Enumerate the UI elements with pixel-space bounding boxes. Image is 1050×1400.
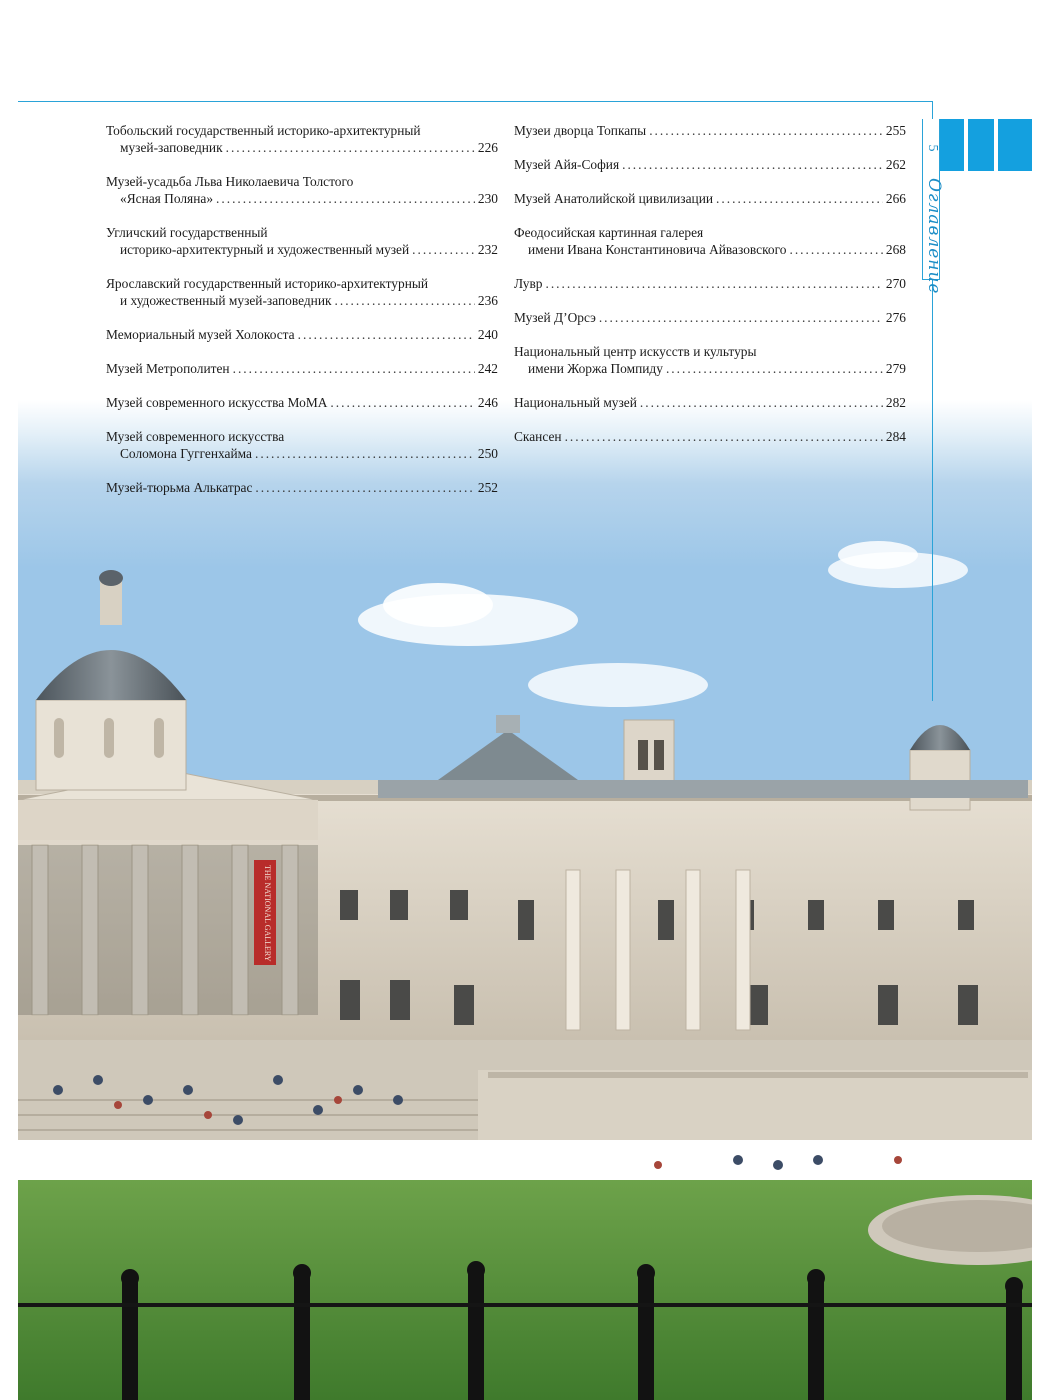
toc-column-right: [514, 122, 906, 462]
toc-entry-title: Музей современного искусства МоМА: [106, 395, 328, 410]
toc-entry-title: Соломона Гуггенхайма: [120, 446, 252, 461]
tab-block: [968, 119, 994, 171]
toc-entry[interactable]: [514, 275, 906, 292]
toc-entry[interactable]: [106, 224, 498, 258]
leader-dots: [226, 139, 475, 156]
toc-page-number: 262: [885, 157, 906, 172]
toc-entry-title: Угличский государственный: [106, 225, 268, 240]
toc-entry-title: музей-заповедник: [120, 140, 223, 155]
toc-page-number: 284: [885, 429, 906, 444]
leader-dots: [255, 445, 475, 462]
toc-page-number: 268: [885, 242, 906, 257]
toc-entry-title: Национальный музей: [514, 395, 637, 410]
toc-page-number: 236: [477, 293, 498, 308]
toc-entry-title: Музей-усадьба Льва Николаевича Толстого: [106, 174, 354, 189]
toc-entry-title: Феодосийская картинная галерея: [514, 225, 704, 240]
toc-page-number: 266: [885, 191, 906, 206]
toc-entry-title: имени Ивана Константиновича Айвазовского: [528, 242, 787, 257]
leader-dots: [216, 190, 475, 207]
toc-entry-title: Национальный центр искусств и культуры: [514, 344, 757, 359]
toc-entry-title: Ярославский государственный историко-архитектурный: [106, 276, 429, 291]
leader-dots: [545, 275, 882, 292]
toc-entry-title: Музей Анатолийской цивилизации: [514, 191, 714, 206]
leader-dots: [565, 428, 883, 445]
toc-entry-title: Музей Метрополитен: [106, 361, 230, 376]
toc-entry-title: Музеи дворца Топкапы: [514, 123, 647, 138]
toc-page-number: 282: [885, 395, 906, 410]
leader-dots: [789, 241, 882, 258]
top-rule: [18, 101, 932, 102]
section-title: Оглавление: [924, 178, 944, 295]
toc-entry[interactable]: [106, 394, 498, 411]
leader-dots: [599, 309, 883, 326]
toc-entry[interactable]: [514, 428, 906, 445]
toc-page-number: 240: [477, 327, 498, 342]
toc-entry-title: Тобольский государственный историко-архитектурный: [106, 123, 421, 138]
leader-dots: [335, 292, 475, 309]
toc-page-number: 226: [477, 140, 498, 155]
toc-page-number: 270: [885, 276, 906, 291]
leader-dots: [255, 479, 474, 496]
section-tabs: [940, 119, 1032, 171]
toc-entry-title: Музей-тюрьма Алькатрас: [106, 480, 253, 495]
toc-page-number: 250: [477, 446, 498, 461]
toc-page-number: 242: [477, 361, 498, 376]
leader-dots: [298, 326, 475, 343]
toc-entry-title: Мемориальный музей Холокоста: [106, 327, 295, 342]
toc-entry[interactable]: [514, 122, 906, 139]
toc-page-number: 232: [477, 242, 498, 257]
toc-entry[interactable]: [106, 326, 498, 343]
toc-page-number: 230: [477, 191, 498, 206]
tab-block: [998, 119, 1032, 171]
toc-page-number: 279: [885, 361, 906, 376]
museum-photo: [18, 400, 1032, 1400]
toc-entry[interactable]: [106, 479, 498, 496]
leader-dots: [649, 122, 883, 139]
toc-entry[interactable]: [106, 275, 498, 309]
toc-column-left: [106, 122, 498, 513]
toc-entry-title: и художественный музей-заповедник: [120, 293, 332, 308]
toc-entry[interactable]: [514, 224, 906, 258]
toc-entry[interactable]: [106, 428, 498, 462]
page-number: 5: [925, 144, 940, 152]
toc-entry[interactable]: [514, 309, 906, 326]
toc-entry[interactable]: [514, 156, 906, 173]
toc-entry-title: Музей современного искусства: [106, 429, 285, 444]
toc-entry[interactable]: [106, 122, 498, 156]
leader-dots: [666, 360, 883, 377]
toc-entry-title: «Ясная Поляна»: [120, 191, 214, 206]
toc-entry-title: имени Жоржа Помпиду: [528, 361, 663, 376]
toc-entry-title: историко-архитектурный и художественный музей: [120, 242, 410, 257]
leader-dots: [233, 360, 475, 377]
leader-dots: [330, 394, 475, 411]
leader-dots: [412, 241, 475, 258]
toc-entry[interactable]: [106, 173, 498, 207]
toc-entry[interactable]: [514, 190, 906, 207]
toc-entry-title: Музей Айя-София: [514, 157, 620, 172]
toc-page-number: 255: [885, 123, 906, 138]
toc-entry[interactable]: [514, 394, 906, 411]
toc-entry-title: Скансен: [514, 429, 562, 444]
tab-block: [940, 119, 964, 171]
toc-page-number: 252: [477, 480, 498, 495]
toc-page-number: 246: [477, 395, 498, 410]
leader-dots: [640, 394, 883, 411]
toc-page-number: 276: [885, 310, 906, 325]
leader-dots: [622, 156, 883, 173]
toc-entry[interactable]: [514, 343, 906, 377]
toc-entry-title: Лувр: [514, 276, 543, 291]
toc-entry[interactable]: [106, 360, 498, 377]
leader-dots: [716, 190, 883, 207]
toc-entry-title: Музей Д’Орсэ: [514, 310, 596, 325]
banner-text: THE NATIONAL GALLERY: [263, 865, 272, 962]
